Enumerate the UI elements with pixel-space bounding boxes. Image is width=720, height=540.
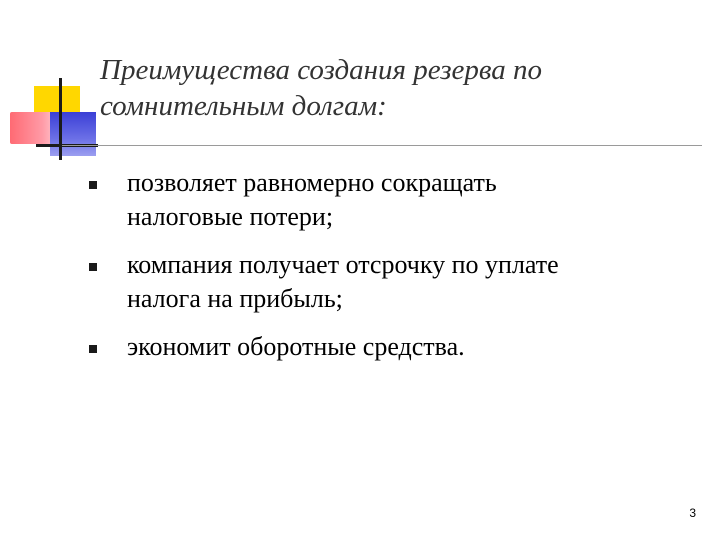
logo-vertical-line — [59, 78, 62, 160]
bullet-item — [86, 166, 706, 234]
bullet-text-line: позволяет равномерно сокращать — [127, 168, 497, 197]
slide-title — [100, 52, 700, 124]
slide-title-line-2: сомнительным долгам: — [100, 90, 387, 122]
bullet-text — [127, 330, 706, 364]
slide-title-line-1: Преимущества создания резерва по — [100, 54, 543, 86]
bullet-text-line: налоговые потери; — [127, 202, 334, 231]
title-underline-rule — [62, 145, 702, 146]
bullet-list — [86, 166, 706, 378]
bullet-text — [127, 248, 706, 316]
bullet-square-icon — [89, 345, 97, 353]
bullet-text-line: налога на прибыль; — [127, 284, 343, 313]
bullet-text — [127, 166, 706, 234]
bullet-square-icon — [89, 181, 97, 189]
page-number: 3 — [689, 506, 696, 520]
bullet-square-icon — [89, 263, 97, 271]
bullet-item — [86, 330, 706, 364]
bullet-text-line: экономит оборотные средства. — [127, 332, 465, 361]
bullet-text-line: компания получает отсрочку по уплате — [127, 250, 559, 279]
bullet-item — [86, 248, 706, 316]
logo-blue-square — [50, 112, 96, 156]
